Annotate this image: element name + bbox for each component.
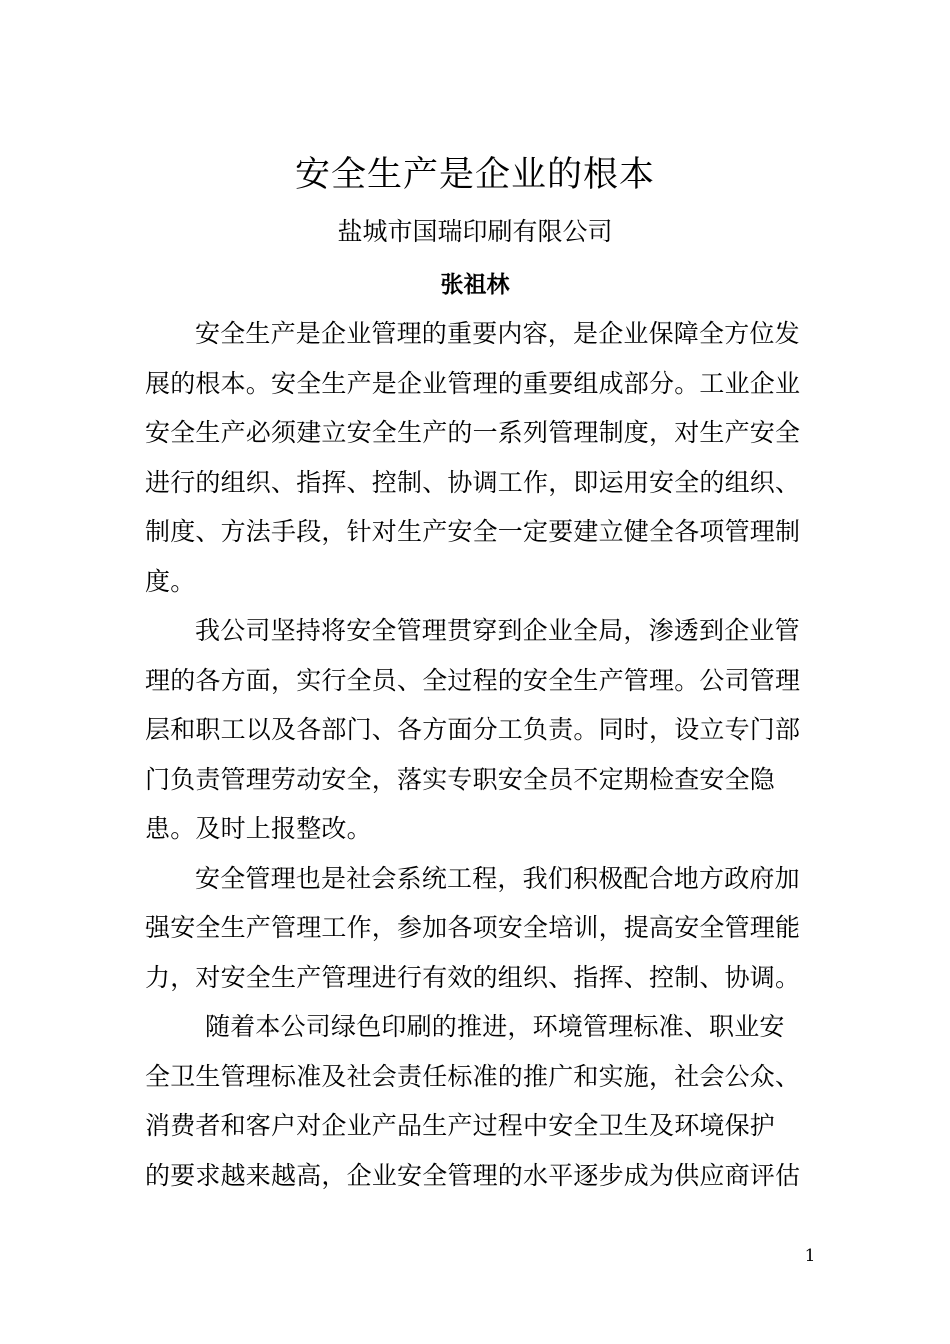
paragraph-1-line-5: 制度、方法手段，针对生产安全一定要建立健全各项管理制 — [145, 517, 801, 546]
paragraph-1-line-4: 进行的组织、指挥、控制、协调工作，即运用安全的组织、 — [145, 467, 801, 497]
paragraph-3-line-3: 力，对安全生产管理进行有效的组织、指挥、控制、协调。 — [145, 962, 801, 992]
paragraph-1-line-3: 安全生产必须建立安全生产的一系列管理制度，对生产安全 — [145, 418, 801, 447]
page-number: 1 — [804, 1246, 816, 1266]
paragraph-1-line-6: 度。 — [145, 566, 196, 596]
paragraph-2-line-4: 门负责管理劳动安全，落实专职安全员不定期检查安全隐 — [145, 764, 776, 794]
body-text — [145, 309, 815, 1200]
paragraph-2-line-5: 患。及时上报整改。 — [145, 814, 372, 843]
paragraph-1-line-1: 安全生产是企业管理的重要内容，是企业保障全方位发 — [195, 319, 800, 348]
paragraph-4-line-3: 消费者和客户对企业产品生产过程中安全卫生及环境保护 — [145, 1111, 776, 1140]
paragraph-3-line-2: 强安全生产管理工作，参加各项安全培训，提高安全管理能 — [145, 913, 801, 942]
paragraph-4-line-4: 的要求越来越高，企业安全管理的水平逐步成为供应商评估 — [145, 1160, 801, 1190]
paragraph-3-line-1: 安全管理也是社会系统工程，我们积极配合地方政府加 — [195, 863, 800, 893]
author-name: 张祖林 — [440, 272, 510, 298]
paragraph-1-line-2: 展的根本。安全生产是企业管理的重要组成部分。工业企业 — [145, 368, 801, 398]
document-title: 安全生产是企业的根本 — [294, 155, 655, 195]
paragraph-2-line-1: 我公司坚持将安全管理贯穿到企业全局，渗透到企业管 — [195, 616, 800, 645]
paragraph-4-line-1: 随着本公司绿色印刷的推进，环境管理标准、职业安 — [205, 1012, 785, 1041]
paragraph-2-line-3: 层和职工以及各部门、各方面分工负责。同时，设立专门部 — [145, 715, 801, 744]
paragraph-4-line-2: 全卫生管理标准及社会责任标准的推广和实施，社会公众、 — [145, 1061, 801, 1091]
paragraph-2-line-2: 理的各方面，实行全员、全过程的安全生产管理。公司管理 — [145, 665, 801, 695]
company-name: 盐城市国瑞印刷有限公司 — [337, 217, 613, 246]
